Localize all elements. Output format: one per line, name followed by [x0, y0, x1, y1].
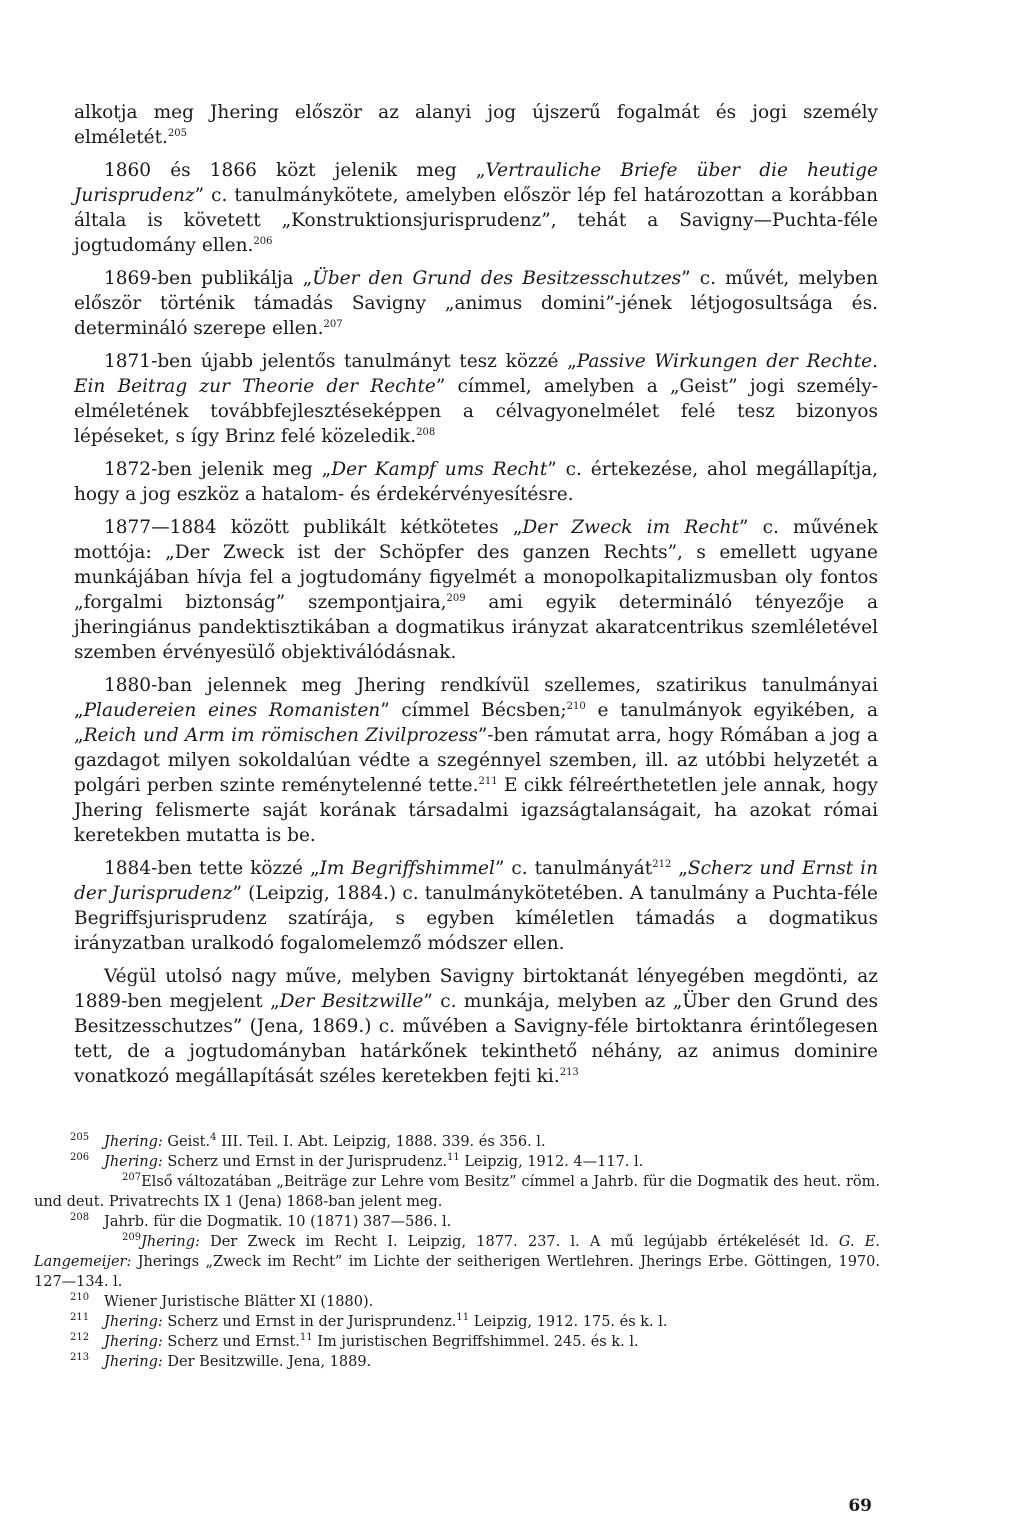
paragraph-5 — [74, 457, 878, 507]
paragraph-2 — [74, 158, 878, 258]
text-run: ” c. értekezése, ahol megállapítja, hogy a jog eszköz a hatalom- és érdekérvényesítésre. — [74, 459, 878, 505]
text-run: Im juristischen Begriffshimmel. 245. és k. l. — [312, 1334, 639, 1350]
text-run: ” c. munkája, melyben az „Über den Grund des Besitzesschutzes” (Jena, 1869.) c. művében a Savigny-féle birtoktanra érintőlegesen tett, de a jogtudományban határkőnek tekinthető néhány, az animus dominire vonatkozó megállapítását széles keretekben fejti ki. — [74, 991, 878, 1087]
text-run: ” c. tanulmánykötete, amelyben először lép fel határozottan a korábban általa is követett „Konstruktionsjurisprudenz”, tehát a Savigny—Puchta-féle jogtudomány ellen. — [74, 185, 878, 256]
text-run: 1884-ben tette közzé „ — [104, 858, 320, 879]
footnote-213: 213 Jhering: Der Besitzwille. Jena, 1889. — [70, 1352, 372, 1370]
paragraph-7 — [74, 673, 878, 848]
text-run: Leipzig, 1912. 4—117. l. — [459, 1154, 644, 1170]
footnote-ref: 207 — [323, 318, 343, 330]
text-run: ami egyik determináló tényezője a jheringiánus pandektisztikában a dogmatikus irányzat akaratcentrikus szemléletével szemben érvényesülő objektiválódásnak. — [74, 592, 878, 663]
text-run: Végül utolsó nagy műve, melyben Savigny birtoktanát lényegében megdönti, az 1889-ben megjelent „ — [74, 966, 878, 1012]
text-run: Első változatában „Beiträge zur Lehre vom Besitz” címmel a Jahrb. für die Dogmatik des heut. röm. und deut. Privatrechts IX 1 (Jena) 1868-ban jelent meg. — [34, 1174, 880, 1210]
paragraph-6 — [74, 515, 878, 665]
text-run: Jherings „Zweck im Recht” im Lichte der seitherigen Wertlehren. Jherings Erbe. Göttingen, 1970. 127—134. l. — [34, 1254, 880, 1290]
main-text — [74, 100, 878, 1097]
text-run: Der Besitzwille. Jena, 1889. — [162, 1354, 372, 1370]
text-run: ” c. művét, melyben először történik támadás Savigny „animus domini”-jének létjogosultsága és. determináló szerepe ellen. — [74, 268, 878, 339]
text-run: Wiener Juristische Blätter XI (1880). — [104, 1294, 374, 1310]
text-run: Der Besitzwille — [279, 991, 424, 1012]
text-run: Geist. — [162, 1134, 211, 1150]
text-run: Vertrauliche Briefe über die heutige Jurisprudenz — [74, 160, 878, 206]
text-run: G. E. Langemeijer: — [34, 1234, 880, 1270]
footnote-ref: 211 — [478, 775, 498, 787]
footnote-ref: 206 — [253, 235, 273, 247]
text-run: Jhering: — [104, 1154, 163, 1170]
footnote-208: 208 Jahrb. für die Dogmatik. 10 (1871) 387—586. l. — [70, 1212, 452, 1230]
text-run: E cikk félreérthetetlen jele annak, hogy Jhering felismerte saját korának társadalmi igazságtalanságait, ha azokat római keretekben mutatta is be. — [74, 775, 878, 846]
footnote-ref: 205 — [167, 127, 188, 139]
footnote-212: 212 Jhering: Scherz und Ernst.$^{11}$ Im juristischen Begriffshimmel. 245. és k. l. — [70, 1332, 639, 1350]
text-run: 1860 és 1866 közt jelenik meg „ — [104, 160, 486, 181]
text-run: Jhering: — [104, 1334, 163, 1350]
text-run: ” c. művének mottója: „Der Zweck ist der Schöpfer des ganzen Rechts”, s emellett ugyane munkájában hívja fel a jogtudomány figyelmét a monopolkapitalizmusban oly fontos „forgalmi biztonság” szempontjaira, — [74, 517, 878, 613]
footnote-206: 206 Jhering: Scherz und Ernst in der Jurisprudenz.$^{11}$ Leipzig, 1912. 4—117. l. — [70, 1152, 644, 1170]
text-run: Jahrb. für die Dogmatik. 10 (1871) 387—586. l. — [104, 1214, 452, 1230]
footnotes — [34, 1132, 880, 1372]
text-run: Jhering: — [104, 1134, 163, 1150]
footnote-205: 205 Jhering: Geist.$^4$ III. Teil. I. Abt. Leipzig, 1888. 339. és 356. l. — [70, 1132, 546, 1150]
paragraph-3 — [74, 266, 878, 341]
text-run: Scherz und Ernst in der Jurisprudenz. — [162, 1154, 448, 1170]
footnote-ref: 11 — [299, 1332, 313, 1344]
text-run: Passive Wirkungen der Rechte. Ein Beitrag zur Theorie der Rechte — [74, 351, 878, 397]
paragraph-8 — [74, 856, 878, 956]
text-run: 1872-ben jelenik meg „ — [104, 459, 332, 480]
text-run: Der Zweck im Recht — [522, 517, 739, 538]
paragraph-9 — [74, 964, 878, 1089]
text-run: e tanulmányok egyikében, a „ — [74, 700, 878, 746]
text-run: Im Begriffshimmel — [319, 858, 495, 879]
text-run: ” címmel Bécsben; — [380, 700, 567, 721]
footnote-ref: 212 — [652, 858, 672, 870]
text-run: ” címmel, amelyben a „Geist” jogi személy-elméletének továbbfejlesztéseképpen a célvagyonelmélet felé tesz bizonyos lépéseket, s így Brinz felé közeledik. — [74, 376, 878, 447]
text-run: Jhering: — [104, 1354, 163, 1370]
footnote-ref: 210 — [566, 700, 586, 712]
paragraph-1 — [74, 100, 878, 150]
text-run: Jhering: — [104, 1314, 163, 1330]
footnote-ref: 11 — [447, 1152, 460, 1164]
text-run: 1880-ban jelennek meg Jhering rendkívül szellemes, szatirikus tanulmányai „ — [74, 675, 878, 721]
text-run: ”-ben rámutat arra, hogy Rómában a jog a gazdagot milyen sokoldalúan védte a szegénnyel szemben, ill. az utóbbi helyzetét a polgári perben szinte reménytelenné tette. — [74, 725, 878, 796]
text-run: Plaudereien eines Romanisten — [83, 700, 381, 721]
text-run: ” c. tanulmányát — [494, 858, 653, 879]
footnote-209: 209Jhering: Der Zweck im Recht I. Leipzig, 1877. 237. l. A mű legújabb értékelését ld. G. E. Langemeijer: Jherings „Zweck im Recht” im Lichte der seitherigen Wertlehren. Jherings Erbe. Göttingen, 1970. 127—134. l. — [34, 1232, 880, 1290]
text-run: „ — [671, 858, 688, 879]
footnote-211: 211 Jhering: Scherz und Ernst in der Jurisprundenz.$^{11}$ Leipzig, 1912. 175. és k. l. — [70, 1312, 668, 1330]
text-run: Leipzig, 1912. 175. és k. l. — [469, 1314, 668, 1330]
footnote-ref: 11 — [456, 1312, 470, 1324]
text-run: Reich und Arm im römischen Zivilprozess — [83, 725, 478, 746]
text-run: ” (Leipzig, 1884.) c. tanulmánykötetében. A tanulmány a Puchta-féle Begriffsjurisprudenz szatírája, s egyben kíméletlen támadás a dogmatikus irányzatban uralkodó fogalomelemző módszer ellen. — [74, 883, 879, 954]
text-run: III. Teil. I. Abt. Leipzig, 1888. 339. és 356. l. — [216, 1134, 546, 1150]
text-run: Der Zweck im Recht I. Leipzig, 1877. 237. l. A mű legújabb értékelését ld. — [199, 1234, 839, 1250]
page-number: 69 — [848, 1496, 872, 1516]
paragraph-4 — [74, 349, 878, 449]
text-run: alkotja meg Jhering először az alanyi jog újszerű fogalmát és jogi személy elméletét. — [74, 102, 878, 148]
text-run: Über den Grund des Besitzesschutzes — [312, 268, 682, 289]
text-run: Der Kampf ums Recht — [331, 459, 548, 480]
footnote-210: 210 Wiener Juristische Blätter XI (1880). — [70, 1292, 374, 1310]
text-run: 1877—1884 között publikált kétkötetes „ — [104, 517, 523, 538]
footnote-ref: 208 — [416, 426, 436, 438]
footnote-ref: 213 — [559, 1066, 579, 1078]
text-run: Scherz und Ernst. — [162, 1334, 300, 1350]
text-run: 1869-ben publikálja „ — [104, 268, 313, 289]
footnote-207: 207Első változatában „Beiträge zur Lehre vom Besitz” címmel a Jahrb. für die Dogmatik des heut. röm. und deut. Privatrechts IX 1 (Jena) 1868-ban jelent meg. — [34, 1172, 880, 1210]
text-run: Scherz und Ernst in der Jurisprudenz — [74, 858, 879, 904]
footnote-ref: 4 — [210, 1132, 217, 1144]
footnote-ref: 209 — [446, 592, 466, 604]
text-run: Scherz und Ernst in der Jurisprundenz. — [162, 1314, 457, 1330]
text-run: Jhering: — [141, 1234, 200, 1250]
text-run: 1871-ben újabb jelentős tanulmányt tesz közzé „ — [104, 351, 577, 372]
